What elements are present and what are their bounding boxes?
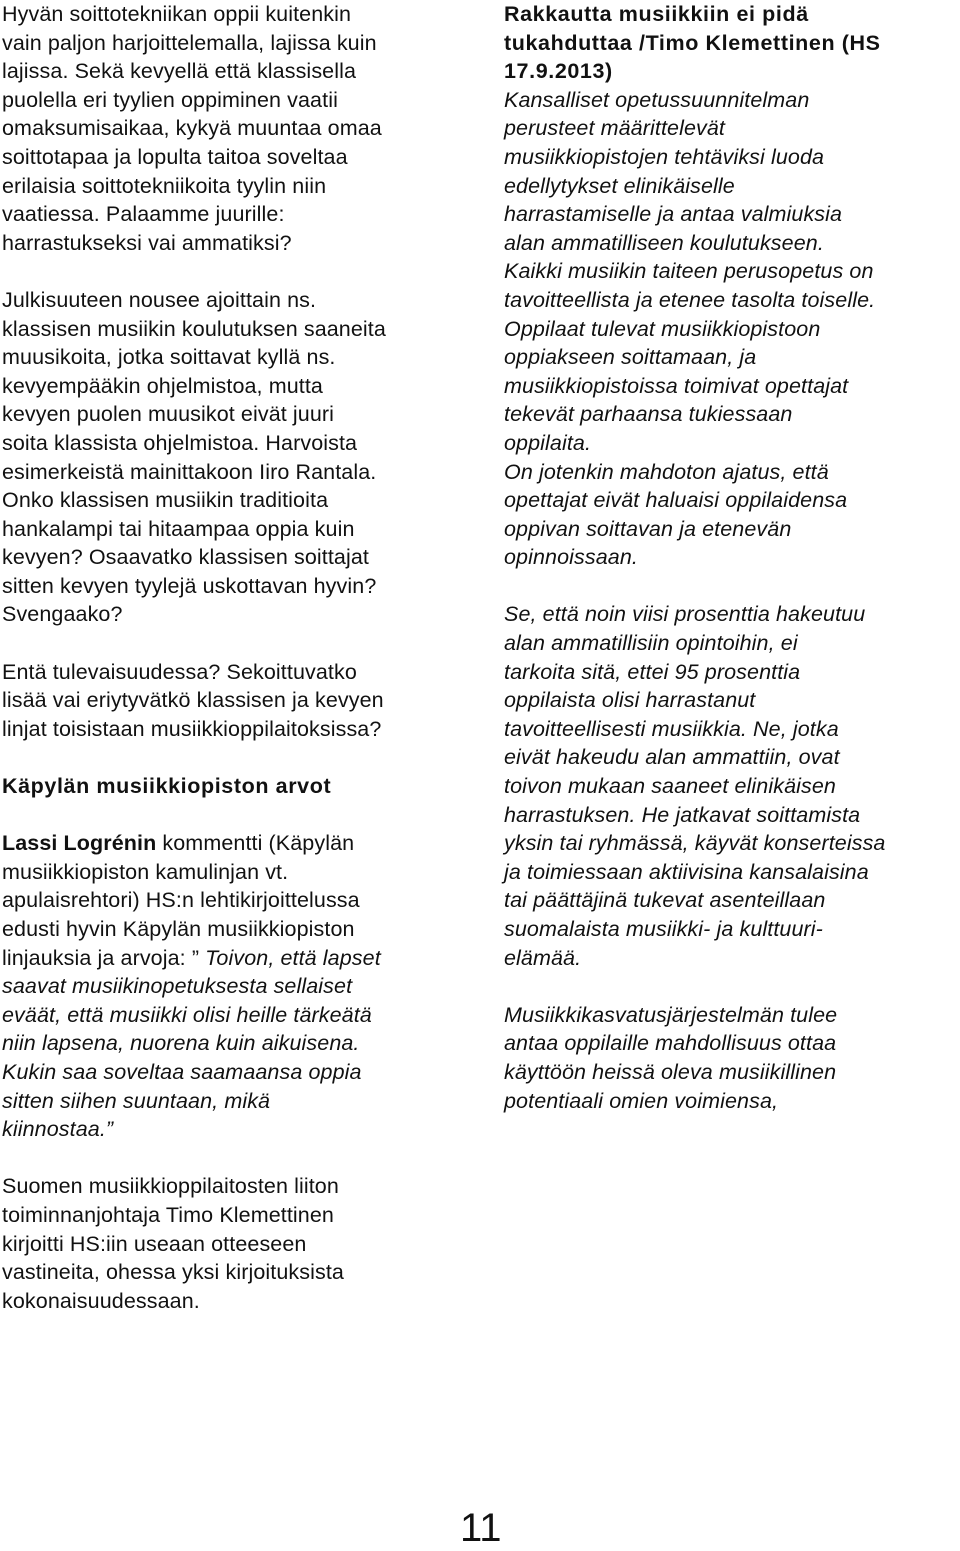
intro-paragraph [2,0,472,257]
text-line: muusikoita, jotka soittavat kyllä ns. [2,345,336,370]
text-line: harrastuksen. He jatkavat soittamista [504,802,861,827]
text-line: Julkisuuteen nousee ajoittain ns. [2,287,317,312]
text-line: musiikkiopistojen tehtäviksi luoda [504,144,825,169]
text-line: potentiaali omien voimiensa, [504,1088,779,1113]
text-line: opinnoissaan. [504,545,638,570]
text-line: Suomen musiikkioppilaitosten liiton [2,1174,339,1199]
text-line: oppivan soittavan ja etenevän [504,516,792,541]
text-line: tekevät parhaansa tukiessaan [504,402,793,427]
heading-line: tukahduttaa /Timo Klemettinen (HS [504,30,881,55]
text-line: soittotapaa ja lopulta taitoa soveltaa [2,144,348,169]
right-column [504,0,960,1115]
text-line: tavoitteellisesti musiikkia. Ne, jotka [504,716,839,741]
text-line: Svengaako? [2,602,123,627]
quote-line: saavat musiikinopetuksesta sellaiset [2,974,353,999]
text-line: Se, että noin viisi prosenttia hakeutuu [504,602,866,627]
text-line [2,944,472,973]
text-line: omaksumisaikaa, kykyä muuntaa omaa [2,116,382,141]
text-line: tai päättäjinä tukevat asenteillaan [504,888,826,913]
text-line: Hyvän soittotekniikan oppii kuitenkin [2,2,352,26]
text-line: antaa oppilaille mahdollisuus ottaa [504,1031,837,1056]
text-line: lajissa. Sekä kevyellä että klassisella [2,59,357,84]
text-line: perusteet määrittelevät [504,116,725,141]
section-heading: Käpylän musiikkiopiston arvot [2,774,332,799]
quote-line: sitten siihen suuntaan, mikä [2,1088,271,1113]
paragraph-gap [504,972,960,1001]
text-line: hankalampi tai hitaampaa oppia kuin [2,516,355,541]
text-line: kirjoitti HS:iin useaan otteeseen [2,1231,307,1256]
heading-line: Rakkautta musiikkiin ei pidä [504,2,809,26]
text-line: harrastamiselle ja antaa valmiuksia [504,202,843,227]
page-number: 11 [460,1506,502,1550]
text-line: erilaisia soittotekniikoita tyylin niin [2,173,327,198]
text-line: yksin tai ryhmässä, käyvät konserteissa [504,831,886,856]
text-line: tavoitteellista ja etenee tasolta toiselle. [504,287,876,312]
quote-line: kiinnostaa.” [2,1117,114,1142]
text-line: vain paljon harjoittelemalla, lajissa kuin [2,30,377,55]
text-line: vaatiessa. Palaamme juurille: [2,202,285,227]
text-fragment: kommentti (Käpylän [156,831,355,856]
paragraph-gap [2,801,472,830]
paragraph-gap [2,1144,472,1173]
article-paragraph-3 [504,1001,960,1115]
logren-paragraph [2,829,472,1144]
text-line: esimerkeistä mainittakoon Iiro Rantala. [2,459,377,484]
text-line: Musiikkikasvatusjärjestelmän tulee [504,1002,838,1027]
text-line: kevyempääkin ohjelmistoa, mutta [2,373,323,398]
quote-fragment: Toivon, että lapset [205,945,381,970]
text-line: toivon mukaan saaneet elinikäisen [504,774,836,799]
quote-line: niin lapsena, nuorena kuin aikuisena. [2,1031,360,1056]
text-line: kevyen puolen muusikot eivät juuri [2,402,335,427]
article-paragraph-1 [504,86,960,572]
text-line: musiikkiopistoissa toimivat opettajat [504,373,849,398]
text-line: kevyen? Osaavatko klassisen soittajat [2,545,369,570]
publicity-paragraph [2,286,472,629]
text-line: oppiakseen soittamaan, ja [504,345,757,370]
text-line: oppilaita. [504,430,592,455]
text-line: Entä tulevaisuudessa? Sekoittuvatko [2,659,357,684]
text-line: alan ammatilliseen koulutukseen. [504,230,824,255]
text-line: alan ammatillisiin opintoihin, ei [504,631,798,656]
text-line: apulaisrehtori) HS:n lehtikirjoittelussa [2,888,360,913]
person-name: Lassi Logrénin [2,831,157,856]
text-line: harrastukseksi vai ammatiksi? [2,230,292,255]
text-line: edellytykset elinikäiselle [504,173,735,198]
text-line: oppilaista olisi harrastanut [504,688,756,713]
text-line: soita klassista ohjelmistoa. Harvoista [2,430,358,455]
left-column [2,0,472,1315]
paragraph-gap [2,743,472,772]
text-line: musiikkiopiston kamulinjan vt. [2,859,289,884]
text-line: opettajat eivät haluaisi oppilaidensa [504,488,848,513]
quote-line: eväät, että musiikki olisi heille tärkeätä [2,1002,372,1027]
text-line: elämää. [504,945,582,970]
text-line: kokonaisuudessaan. [2,1288,200,1313]
text-line: edusti hyvin Käpylän musiikkiopiston [2,917,355,941]
paragraph-gap [504,572,960,601]
text-line: käyttöön heissä oleva musiikillinen [504,1059,837,1084]
text-line: toiminnanjohtaja Timo Klemettinen [2,1202,334,1227]
text-line: sitten kevyen tyylejä uskottavan hyvin? [2,573,377,598]
text-line: Kaikki musiikin taiteen perusopetus on [504,259,874,284]
text-line: lisää vai eriytyvätkö klassisen ja kevyen [2,688,384,713]
klemettinen-intro-paragraph [2,1172,472,1315]
text-line: On jotenkin mahdoton ajatus, että [504,459,829,484]
text-line: Kansalliset opetussuunnitelman [504,87,810,112]
text-line: klassisen musiikin koulutuksen saaneita [2,316,386,341]
text-line: tarkoita sitä, ettei 95 prosenttia [504,659,801,684]
heading-line: 17.9.2013) [504,59,613,84]
text-line: puolella eri tyylien oppiminen vaatii [2,87,338,112]
text-line: eivät hakeudu alan ammattiin, ovat [504,745,840,770]
text-line: linjat toisistaan musiikkioppilaitoksissa? [2,716,382,741]
future-paragraph [2,658,472,744]
text-fragment: linjauksia ja arvoja: ” [2,945,206,970]
text-line: suomalaista musiikki- ja kulttuuri- [504,917,823,941]
paragraph-gap [2,629,472,658]
article-paragraph-2 [504,600,960,972]
text-line [2,829,472,858]
text-line: Onko klassisen musiikin traditioita [2,488,329,513]
text-line: ja toimiessaan aktiivisina kansalaisina [504,859,869,884]
article-heading [504,0,960,86]
text-line: Oppilaat tulevat musiikkiopistoon [504,316,821,341]
quote-line: Kukin saa soveltaa saamaansa oppia [2,1059,362,1084]
paragraph-gap [2,257,472,286]
text-line: vastineita, ohessa yksi kirjoituksista [2,1260,344,1285]
